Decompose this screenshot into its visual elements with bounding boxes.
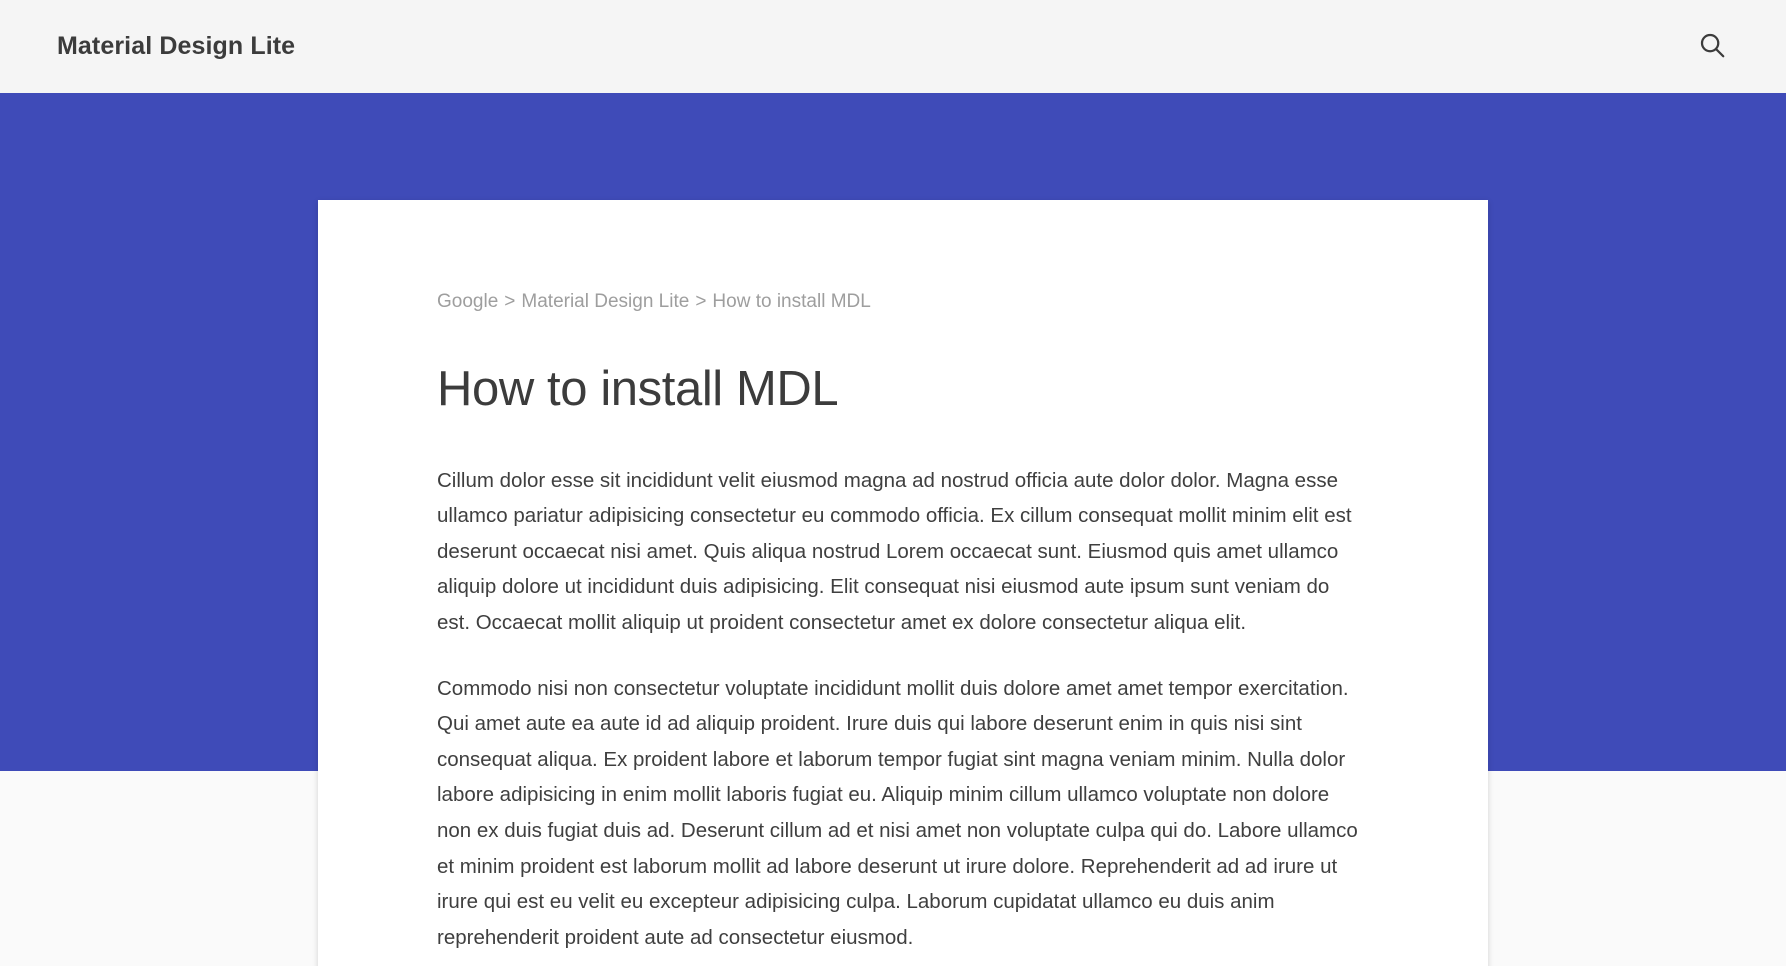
- breadcrumb-item-how-to-install-mdl[interactable]: How to install MDL: [712, 291, 871, 312]
- content-card: [318, 200, 1488, 966]
- breadcrumb-separator: >: [695, 291, 707, 312]
- breadcrumb: [437, 290, 1398, 315]
- app-header: [0, 0, 1786, 93]
- search-button[interactable]: [1688, 23, 1736, 71]
- body-paragraph: Commodo nisi non consectetur voluptate incididunt mollit duis dolore amet amet tempor exercitation. Qui amet aute ea aute id ad aliquip proident. Irure duis qui labore deserunt enim in quis nisi sint consequat aliqua. Ex proident labore et laborum tempor fugiat sint magna veniam minim. Nulla dolor labore adipisicing in enim mollit laboris fugiat eu. Aliquip minim cillum ullamco voluptate non dolore non ex duis fugiat duis ad. Deserunt cillum ad et nisi amet non voluptate culpa qui do. Labore ullamco et minim proident est laborum mollit ad labore deserunt ut irure dolore. Reprehenderit ad ad irure ut irure qui est eu velit eu excepteur adipisicing culpa. Laborum cupidatat ullamco eu duis anim reprehenderit proident aute ad consectetur eiusmod.: [437, 676, 1358, 949]
- app-title: Material Design Lite: [57, 32, 296, 60]
- search-icon: [1697, 30, 1727, 63]
- breadcrumb-item-google[interactable]: Google: [437, 291, 499, 312]
- page-title: How to install MDL: [437, 361, 839, 416]
- breadcrumb-separator: >: [504, 291, 516, 312]
- body-paragraph: Cillum dolor esse sit incididunt velit eiusmod magna ad nostrud officia aute dolor dolor. Magna esse ullamco pariatur adipisicing consectetur eu commodo officia. Ex cillum consequat mollit minim elit est deserunt occaecat nisi amet. Quis aliqua nostrud Lorem occaecat sunt. Eiusmod quis amet ullamco aliquip dolore ut incididunt duis adipisicing. Elit consequat nisi eiusmod aute ipsum sunt veniam do est. Occaecat mollit aliquip ut proident consectetur amet ex dolore consectetur aliqua elit.: [437, 468, 1352, 634]
- breadcrumb-item-material-design-lite[interactable]: Material Design Lite: [521, 291, 690, 312]
